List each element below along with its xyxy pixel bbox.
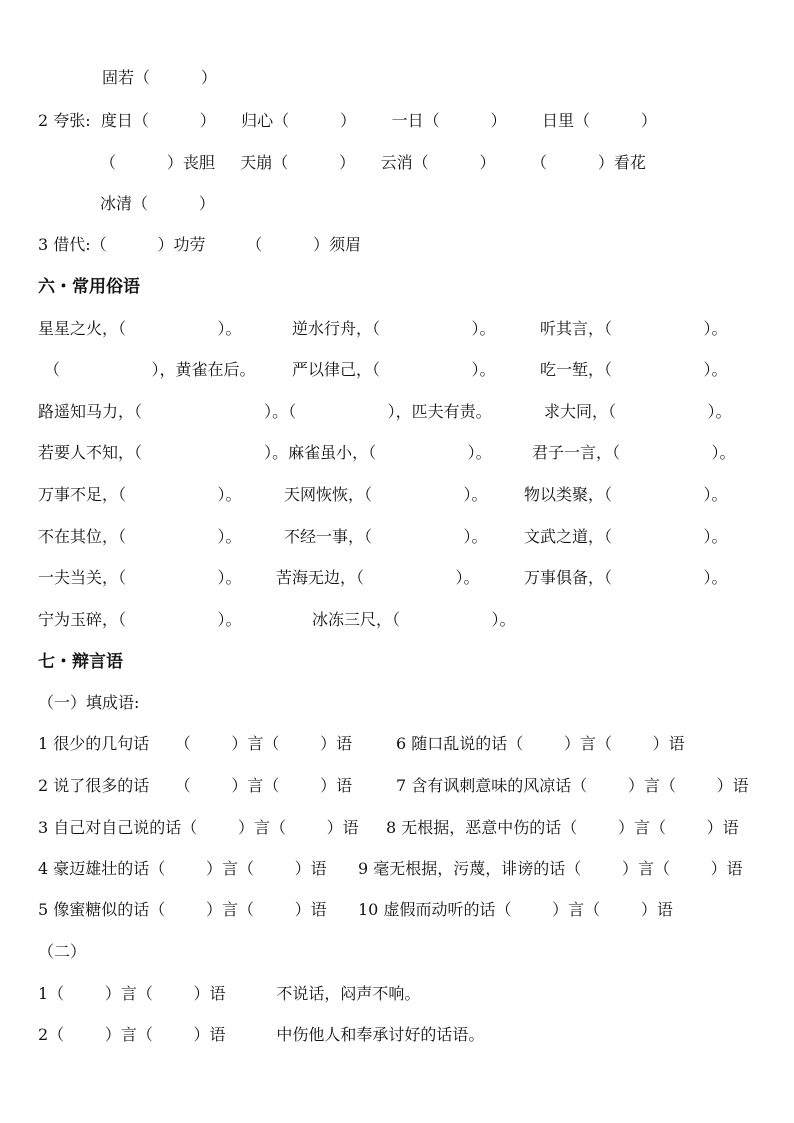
proverb-item: 不经一事，（ ）。: [284, 527, 488, 546]
idiom-item: 6 随口乱说的话（ ）言（ ）语: [396, 734, 685, 753]
idiom-item: 7 含有讽刺意味的风凉话（ ）言（ ）语: [396, 776, 749, 795]
idiom-item: 2（ ）言（ ）语 中伤他人和奉承讨好的话语。: [38, 1025, 485, 1044]
proverb-item: 冰冻三尺，（ ）。: [312, 610, 516, 629]
proverb-item: 君子一言，（ ）。: [532, 443, 736, 462]
proverb-item: 星星之火，（ ）。: [38, 319, 242, 338]
kuazhang-line: 2 夸张: 度日（ ） 归心（ ） 一日（ ） 日里（ ）: [38, 111, 657, 130]
proverb-item: 逆水行舟，（ ）。: [292, 319, 496, 338]
proverb-item: 一夫当关，（ ）。: [38, 568, 242, 587]
idiom-item: 10 虚假而动听的话（ ）言（ ）语: [358, 900, 673, 919]
proverb-item: （ ），黄雀在后。: [44, 360, 256, 379]
jiedai-line: 3 借代:（ ）功劳 （ ）须眉: [38, 235, 362, 254]
idiom-item: 5 像蜜糖似的话（ ）言（ ）语: [38, 900, 327, 919]
idiom-item: 4 豪迈雄壮的话（ ）言（ ）语: [38, 859, 327, 878]
idiom-item: 8 无根据，恶意中伤的话（ ）言（ ）语: [386, 818, 739, 837]
proverb-item: 万事不足，（ ）。: [38, 485, 242, 504]
idiom-item: 2 说了很多的话 （ ）言（ ）语: [38, 776, 353, 795]
section7-heading: 七・辩言语: [38, 652, 123, 672]
gugu-line: 固若（ ）: [102, 68, 217, 87]
proverb-item: 万事俱备，（ ）。: [524, 568, 728, 587]
proverb-item: 物以类聚，（ ）。: [524, 485, 728, 504]
proverb-item: 求大同，（ ）。: [544, 402, 732, 421]
proverb-item: 文武之道，（ ）。: [524, 527, 728, 546]
idiom-item: 3 自己对自己说的话（ ）言（ ）语: [38, 818, 359, 837]
proverb-item: 吃一堑，（ ）。: [540, 360, 728, 379]
proverb-item: 若要人不知，（ ）。麻雀虽小，（ ）。: [38, 443, 492, 462]
proverb-item: 不在其位，（ ）。: [38, 527, 242, 546]
proverb-item: 听其言，（ ）。: [540, 319, 728, 338]
idiom-item: 1（ ）言（ ）语 不说话，闷声不响。: [38, 984, 421, 1003]
idiom-item: 1 很少的几句话 （ ）言（ ）语: [38, 734, 353, 753]
proverb-item: 苦海无边，（ ）。: [276, 568, 480, 587]
subsection-1-label: （一）填成语:: [38, 693, 140, 712]
section6-heading: 六・常用俗语: [38, 277, 140, 297]
proverb-item: 严以律己，（ ）。: [292, 360, 496, 379]
subsection-2-label: （二）: [38, 942, 87, 961]
kuazhang-line-3: 冰清（ ）: [100, 194, 215, 213]
proverb-item: 宁为玉碎，（ ）。: [38, 610, 242, 629]
proverb-item: 路遥知马力，（ ）。（ ），匹夫有责。: [38, 402, 492, 421]
idiom-item: 9 毫无根据，污蔑，诽谤的话（ ）言（ ）语: [358, 859, 743, 878]
proverb-item: 天网恢恢，（ ）。: [284, 485, 488, 504]
kuazhang-line-2: （ ）丧胆 天崩（ ） 云消（ ） （ ）看花: [100, 153, 646, 172]
